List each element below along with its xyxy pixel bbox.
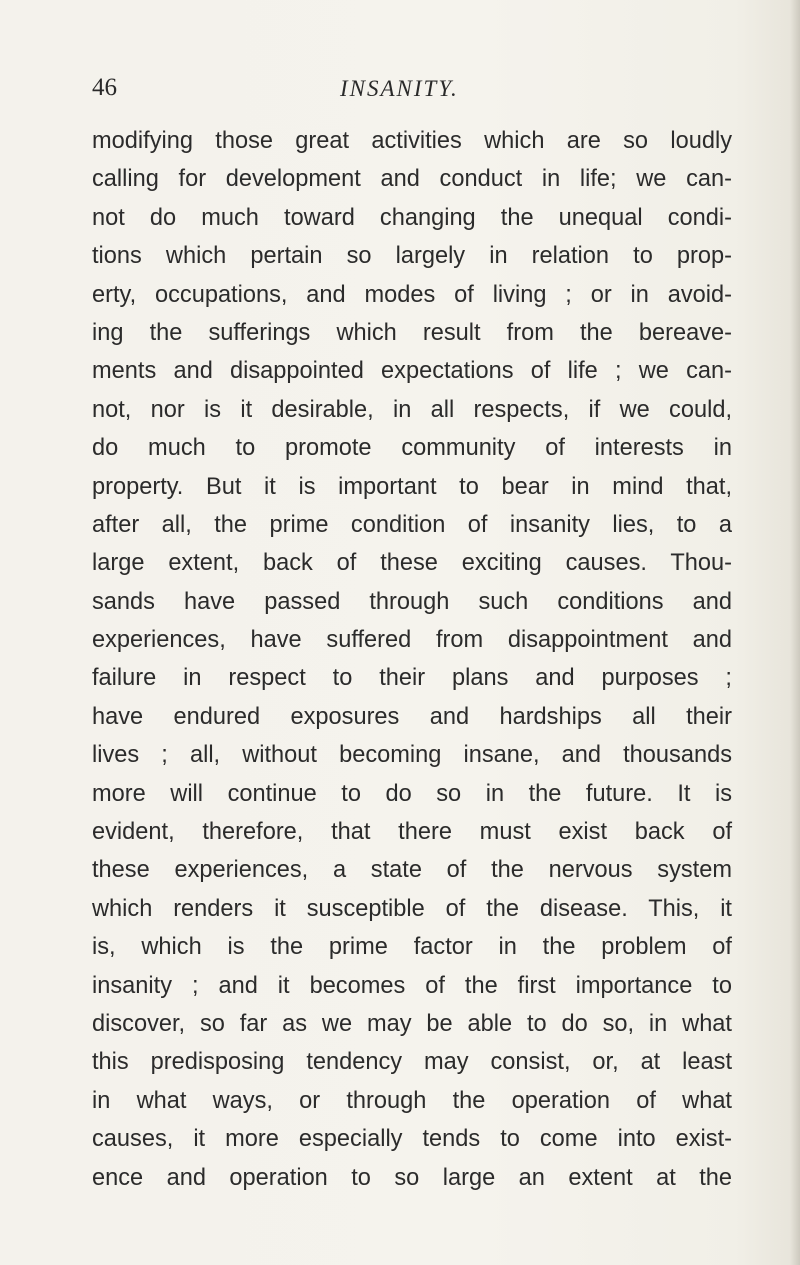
text-line: which renders it susceptible of the disease. This, it (92, 895, 732, 922)
page-edge-shadow (790, 0, 800, 1265)
text-line: discover, so far as we may be able to do so, in what (92, 1010, 732, 1037)
body-text (92, 122, 732, 1197)
text-line: ence and operation to so large an extent at the (92, 1164, 732, 1191)
text-line: large extent, back of these exciting causes. Thou- (92, 550, 732, 577)
text-line: sands have passed through such conditions and (92, 588, 732, 615)
text-line: evident, therefore, that there must exist back of (92, 819, 732, 846)
text-line: property. But it is important to bear in mind that, (92, 473, 732, 500)
text-line: more will continue to do so in the future. It is (92, 780, 732, 807)
text-line: this predisposing tendency may consist, or, at least (92, 1049, 732, 1076)
text-line: experiences, have suffered from disappointment and (92, 627, 732, 654)
text-line: modifying those great activities which are so loudly (92, 128, 732, 154)
text-line: is, which is the prime factor in the problem of (92, 934, 732, 961)
running-head (92, 74, 732, 114)
text-line: these experiences, a state of the nervous system (92, 857, 732, 884)
text-line: ments and disappointed expectations of life ; we can- (92, 358, 732, 385)
page-number: 46 (92, 74, 117, 101)
text-line: tions which pertain so largely in relation to prop- (92, 243, 732, 270)
text-line: failure in respect to their plans and purposes ; (92, 665, 732, 692)
text-line: not do much toward changing the unequal condi- (92, 204, 732, 231)
text-line: lives ; all, without becoming insane, and thousands (92, 742, 732, 769)
text-line: causes, it more especially tends to come into exist- (92, 1126, 732, 1153)
text-line: in what ways, or through the operation of what (92, 1087, 732, 1114)
text-line: have endured exposures and hardships all their (92, 703, 732, 730)
text-line: ing the sufferings which result from the bereave- (92, 319, 732, 346)
text-line: after all, the prime condition of insanity lies, to a (92, 511, 732, 538)
text-line: erty, occupations, and modes of living ; or in avoid- (92, 281, 732, 308)
text-line: insanity ; and it becomes of the first importance to (92, 972, 732, 999)
text-line: do much to promote community of interests in (92, 435, 732, 462)
text-line: not, nor is it desirable, in all respects, if we could, (92, 396, 732, 423)
text-line: calling for development and conduct in life; we can- (92, 166, 732, 193)
running-title: INSANITY. (340, 76, 459, 101)
